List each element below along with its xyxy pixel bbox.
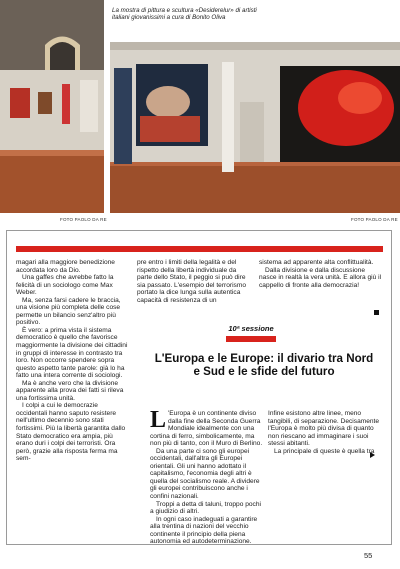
photo-credit-right: FOTO PAOLO DA RE <box>351 217 398 222</box>
gallery-photo-right <box>110 42 400 213</box>
paragraph: La principale di queste è quella tra <box>274 447 375 455</box>
paragraph: Troppi a detta di taluni, troppo pochi a giudizio di altri. <box>150 500 261 516</box>
session-label: 10ª sessione <box>228 324 274 333</box>
paragraph: I colpi a cui le democrazie occidentali hanno saputo resistere nell'ultimo decennio sono stati fortissimi. Più la libertà garantita dallo Stato democratico era ampia, più erano duri i colpi dei terroristi. Ora però, grazie alla risposta ferma ma sem- <box>16 402 126 463</box>
article-column-5 <box>268 410 380 455</box>
paragraph: In ogni caso inadeguati a garantire alla trentina di nazioni del vecchio continente il principio della piena autonomia ed autodeterminazione. <box>150 515 258 546</box>
paragraph: Ma è anche vero che la divisione apparente alla prova dei fatti si rileva una fortissima unità. <box>16 379 124 402</box>
photo-credit-left: FOTO PAOLO DA RE <box>60 217 107 222</box>
dropcap: L <box>150 407 167 433</box>
page-number: 55 <box>364 551 373 560</box>
article-column-2 <box>137 259 253 304</box>
paragraph: Da una parte ci sono gli europei occidentali, dall'altra gli Europei orientali. Gli uni hanno adottato il capitalismo, l'economia degli altri è quella del socialismo reale. A dividere gli europei contribuiscono anche i confini nazionali. <box>150 447 260 501</box>
paragraph: sistema ad apparente alta conflittualità. <box>259 259 374 266</box>
paragraph: È vero: a prima vista il sistema democratico è quello che favorisce maggiormente la divisione dei cittadini in gruppi di interesse in contrasto tra loro. Non occorre spendere sopra questo aspetto tante parole: già lo ha fatto una intera corrente di sociologi. <box>16 326 128 380</box>
gallery-photo-left <box>0 0 104 213</box>
session-rule <box>226 336 276 342</box>
continue-arrow-icon <box>370 452 375 458</box>
paragraph-text: 'Europa è un continente diviso dalla fine della Seconda Guerra Mondiale idealmente con una cortina di ferro, simbolicamente, ma non più di tanto, con il Muro di Berlino. <box>150 410 263 448</box>
article-column-1 <box>16 259 130 463</box>
article-headline: L'Europa e le Europe: il divario tra Nord e Sud e le sfide del futuro <box>154 352 374 379</box>
paragraph: Infine esistono altre linee, meno tangibili, di separazione. Decisamente l'Europa è molto più divisa di quanto non riescano ad immaginare i suoi stessi abitanti. <box>268 410 380 448</box>
paragraph: Una gaffes che avrebbe fatto la felicità di un sociologo come Max Weber. <box>16 274 114 297</box>
paragraph: pre entro i limiti della legalità e del rispetto della libertà individuale da parte dello Stato, il peggio si può dire sia passato. L'esempio del terrorismo portato la dice lunga sulla autentica capacità di resistenza di un <box>137 259 247 304</box>
paragraph: magari alla maggiore benedizione accordata loro da Dio. <box>16 259 115 274</box>
paragraph: Ma, senza farsi cadere le braccia, una visione più completa delle cose permette un bilancio senz'altro più positivo. <box>16 296 121 327</box>
paragraph-with-dropcap <box>150 407 264 448</box>
article-top-rule <box>16 246 383 252</box>
paragraph: Dalla divisione e dalla discussione nasce in realtà la vera unità. E allora giù il cappello di fronte alla democrazia! <box>259 266 382 289</box>
end-of-article-mark <box>374 310 379 315</box>
article-column-4 <box>150 407 264 546</box>
photo-caption: La mostra di pittura e scultura «Desiderelur» di artisti italiani giovanissimi a cura di Bonito Oliva <box>112 7 257 22</box>
article-column-3 <box>259 259 383 289</box>
